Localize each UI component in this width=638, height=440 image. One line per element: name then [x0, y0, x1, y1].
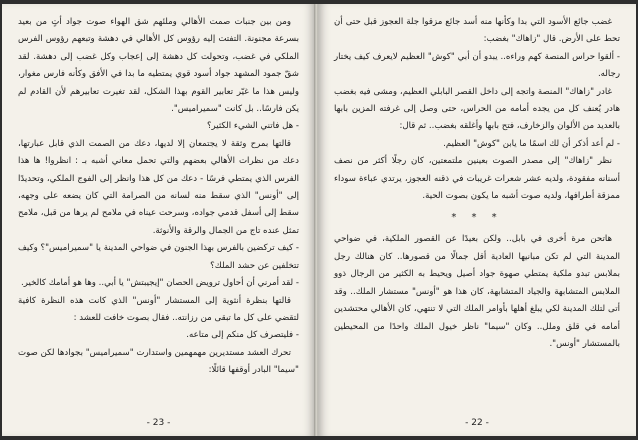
dialogue-line: - لم أعد أذكر أن لك اسمًا ما يابن "كوش" العظيم. — [443, 138, 620, 149]
left-page-text — [18, 14, 299, 380]
paragraph: قالتها بنظرة أنثوية إلى المستشار "أونس" الذي كانت هذه النظرة كافية لتقضي على كل ما تبقى من رزانته.. فقال بصوت خافت للعشد : — [18, 295, 299, 323]
paragraph: غادر "زاهاك" المنصة واتجه إلى داخل القصر البابلي العظيم، ومشى فيه بغضب هادر يُعنف كل من يجده أمامه من الحراس، حتى وصل إلى غرفته المزين بابها بالعديد من الألوان والزخارف، فتح بابها وأغلقه بغضب.. ثم قال: — [334, 86, 620, 132]
dialogue-line: - ألقوا حراس المنصة كهم وراءه.. يبدو أن أبي "كوش" العظيم لايعرف كيف يختار رجاله. — [334, 51, 620, 80]
right-page — [318, 4, 636, 436]
paragraph: هاتحن مرة أخرى في بابل.. ولكن بعيدًا عن القصور الملكية، في ضواحي المدينة التي لم تكن مبانيها العادية أقل جمالًا من قصورها.. كان هنالك رجل بملابس تبدو ملكية يمتطي صهوة جواد أصيل ويحيط به الكثير من الرجال ذوو الملابس المتشابهة والجياد المتشابهة، كان هذا هو "أونس" مستشار الملك.. وقد أتى لتلك المدينة لكي يبلغ أهلها بأوامر الملك التي لا تنتهي، كان الأهالي محتشدين أمامه في قلق وملل.. وكان "سيما" ناظر خيول الملك واحدًا من المحيطين بالمستشار "أونس". — [334, 234, 620, 349]
paragraph: غضب جائع الأسود التي بدا وكأنها منه أسد جائع مزقوا جلة العجوز قبل حتى أن تحط على الأرض. قال "زاهاك" بغضب: — [334, 17, 620, 45]
paragraph: نظر "زاهاك" إلى مصدر الصوت بعينين ملتمعتين، كان رجلًا أكثر من نصف أسنانه مفقودة، ولديه عشر شعرات غريبات في ذقنه العجوز، يرتدي عباءة سوداء ممزقة أطرافها، ولديه صوت أشبه ما يكون بصوت الحية. — [334, 156, 620, 202]
paragraph: تحرك العشد مستديرين مهمهمين واستدارت "سميراميس" بجوادها لكن صوت "سيما" البادر أوقفها قائلًا: — [18, 347, 299, 376]
dialogue-line: - لقد أمرني أن أحاول ترويض الحصان "إيجيبتش" يا أبي.. وها هو أمامك كالخير. — [21, 278, 299, 289]
dialogue-line: - فليتصرف كل منكم إلى متاعه. — [186, 330, 299, 341]
dialogue-line: - كيف تركضين بالفرس بهذا الجنون في ضواحي المدينة يا "سميراميس"؟ وكيف تتخلفين عن حشد الملك؟ — [18, 243, 299, 271]
page-number: - 22 - — [465, 418, 489, 428]
page-number: - 23 - — [146, 418, 171, 428]
dialogue-line: - هل فاتني الشيء الكثير؟ — [206, 121, 299, 132]
paragraph: ومن بين جنبات صمت الأهالي وملئهم شق الهواء صوت جواد أتٍ من بعيد بسرعة مجنونة. التفتت إليه رؤوس كل الأهالي في دهشة وتبعهم رؤوس الفرس الملكي في غضب، وتحولت كل دهشة إلى إعجاب وكل غضب إلى دهشة. لقد شقّ جمود المشهد جواد أسود قوي يمتطيه ما بدا في الأفق وكأنه فارس مغوار، وليس هذا ما غيّر تعابير القوم بهذا الشكل، لقد تغيرت تعابيرهم لأن القادم لم يكن فارسًا.. بل كانت "سميراميس". — [18, 17, 299, 115]
paragraph: قالتها بمرح وثقة لا يجتمعان إلا لديها، دعك من الصمت الذي قابل عبارتها، دعك من نظرات الأهالي بعضهم والتي تحمل معاني أشبه بـ : انظروا! ها هذا الفرس الذي يمتطي فرسًا - دعك من كل هذا وانظر إلى الفوج الملكي، وتحديدًا إلى "أونس" الذي سقط منه لسانه من الصرامة التي كان يضعه على وجهه، سقط إلى أسفل قدمي جواده، وسرحت عيناه في ملامح لم يرها من قبل، ملامح تمثل عنده تاج من الجمال والرقة والأنوثة. — [18, 138, 299, 236]
section-separator: * * * — [451, 212, 503, 224]
right-page-text — [334, 14, 620, 353]
left-page — [2, 4, 315, 436]
